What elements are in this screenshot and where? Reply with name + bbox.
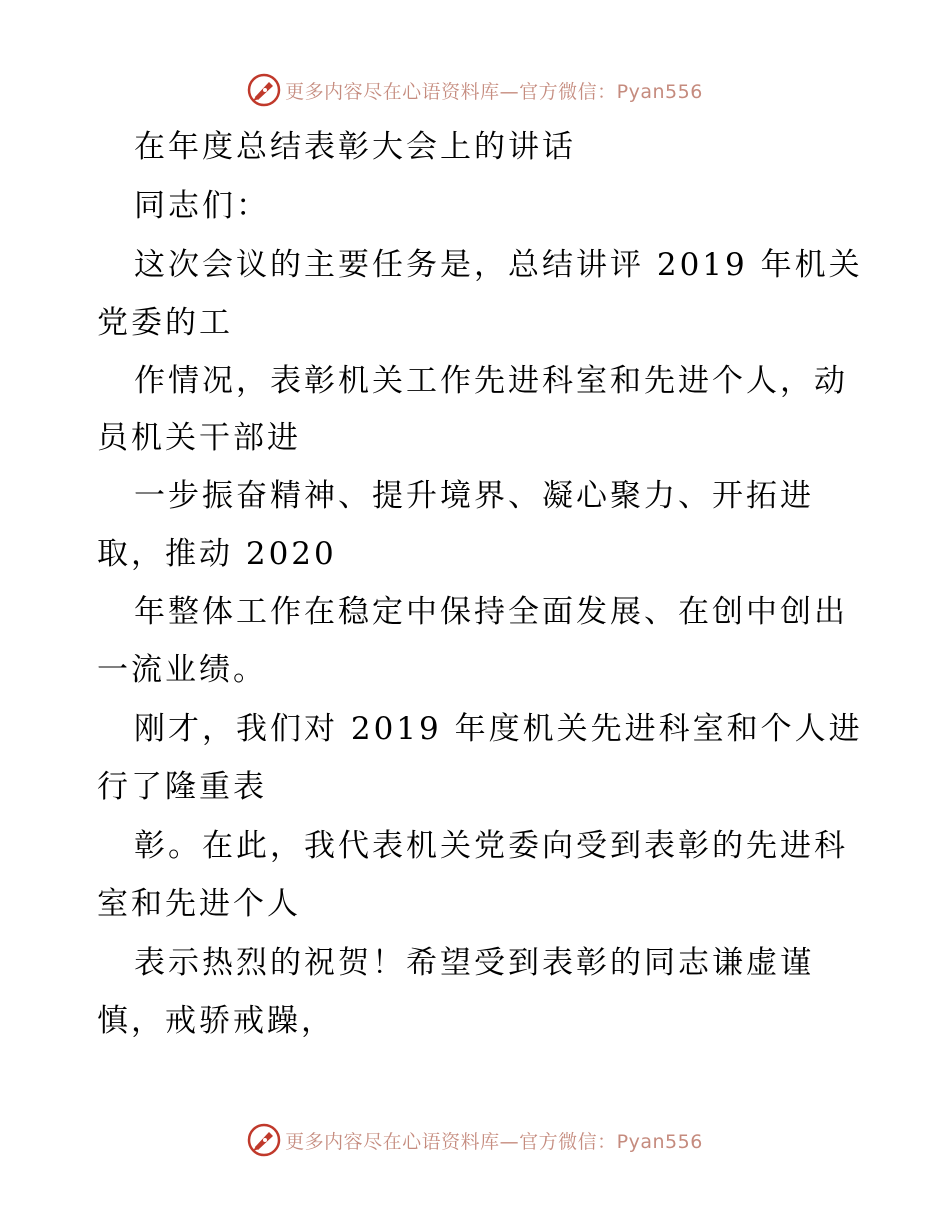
paragraph-line: 一流业绩。 (97, 652, 267, 688)
header-banner-text: 更多内容尽在心语资料库—官方微信：Pyan556 (285, 80, 703, 103)
paragraph-line: 党委的工 (97, 305, 233, 341)
paragraph-line: 室和先进个人 (97, 886, 301, 922)
header-banner (0, 70, 950, 110)
paragraph-line: 作情况，表彰机关工作先进科室和先进个人，动 (134, 363, 848, 399)
paragraph-line: 彰。在此，我代表机关党委向受到表彰的先进科 (134, 828, 848, 864)
paragraph-line: 员机关干部进 (97, 420, 301, 456)
paragraph-line: 一步振奋精神、提升境界、凝心聚力、开拓进 (134, 478, 814, 514)
paragraph-line: 年整体工作在稳定中保持全面发展、在创中创出 (134, 594, 848, 630)
paragraph-line: 行了隆重表 (97, 769, 267, 805)
footer-banner (0, 1120, 950, 1160)
paragraph-line: 刚才，我们对 2019 年度机关先进科室和个人进 (134, 711, 863, 747)
paragraph-line: 取，推动 2020 (97, 536, 337, 572)
document-title: 在年度总结表彰大会上的讲话 (134, 129, 576, 165)
paragraph-line: 慎，戒骄戒躁， (97, 1003, 335, 1039)
pen-nib-logo-icon (247, 73, 281, 107)
paragraph-line: 这次会议的主要任务是，总结讲评 2019 年机关 (134, 247, 863, 283)
pen-nib-logo-icon (247, 1123, 281, 1157)
salutation: 同志们： (134, 188, 270, 224)
footer-banner-text: 更多内容尽在心语资料库—官方微信：Pyan556 (285, 1130, 703, 1153)
paragraph-line: 表示热烈的祝贺！希望受到表彰的同志谦虚谨 (134, 945, 814, 981)
